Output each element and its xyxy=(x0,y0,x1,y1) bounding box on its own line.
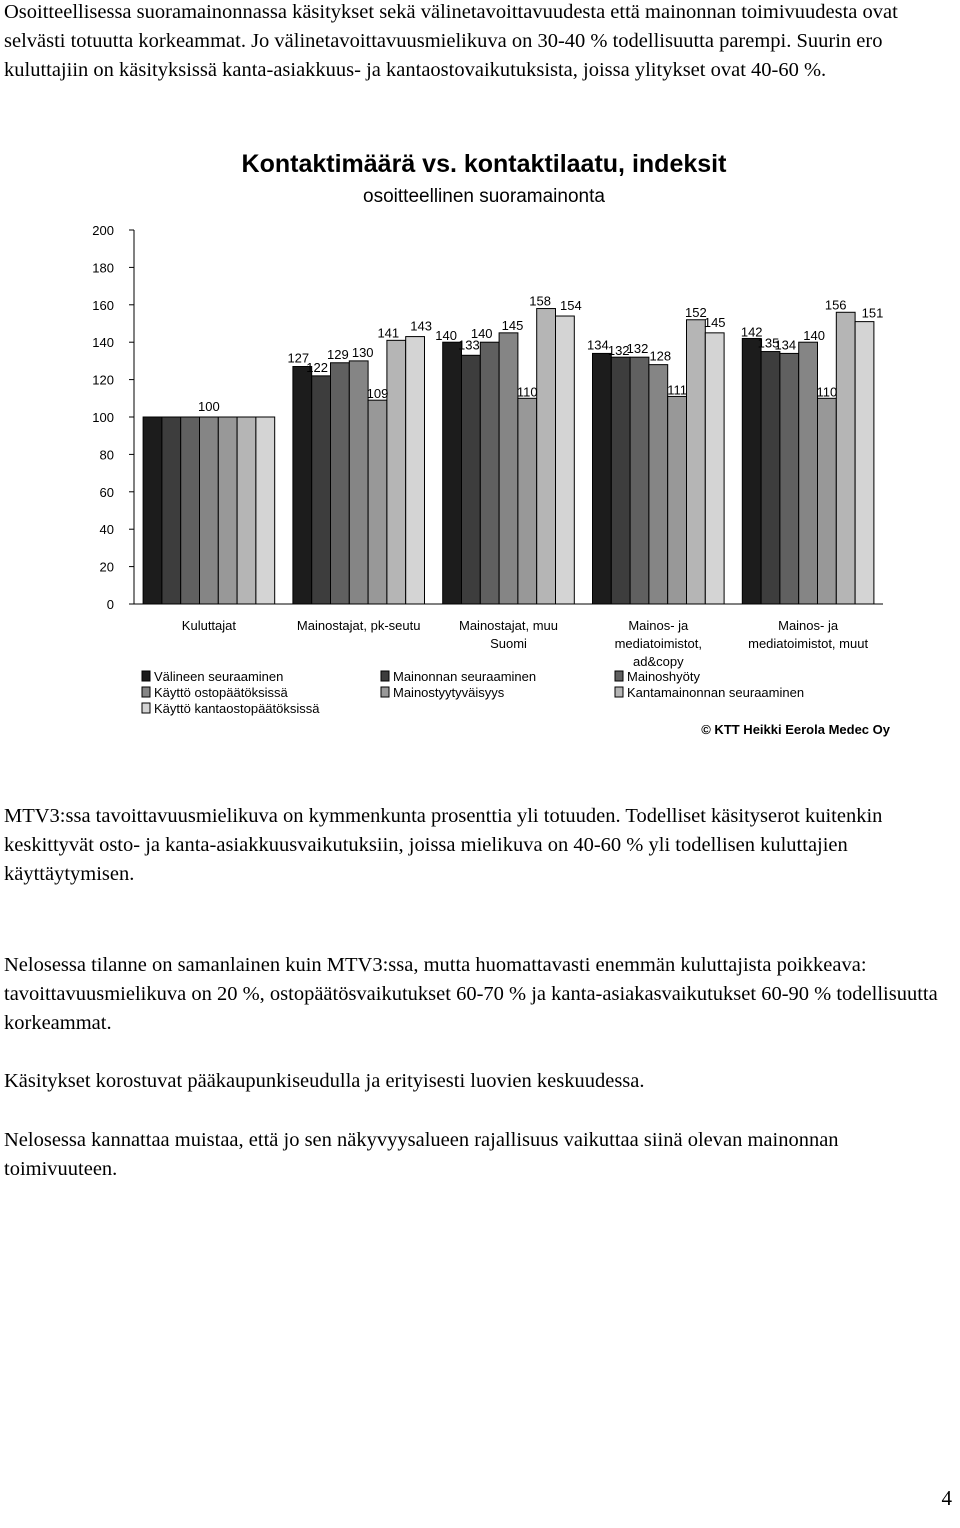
bar xyxy=(761,352,780,604)
legend-swatch xyxy=(615,671,623,681)
data-label: 110 xyxy=(816,384,838,400)
bar xyxy=(368,400,387,604)
data-label: 135 xyxy=(757,335,780,351)
y-tick-label: 60 xyxy=(99,484,114,500)
data-label: 128 xyxy=(649,348,672,364)
data-label: 129 xyxy=(327,346,349,362)
legend-label: Mainoshyöty xyxy=(627,669,700,684)
legend-label: Mainonnan seuraaminen xyxy=(393,669,537,684)
legend-label: Käyttö kantaostopäätöksissä xyxy=(154,701,320,716)
bar-chart xyxy=(0,0,960,760)
data-label: 140 xyxy=(470,326,493,342)
y-tick-label: 200 xyxy=(92,223,114,238)
paragraph-nakyvyys: Nelosessa kannattaa muistaa, että jo sen näkyvyysalueen rajallisuus vaikuttaa siinä olevan mainonnan toimivuuteen. xyxy=(4,1129,839,1180)
legend-label: Välineen seuraaminen xyxy=(154,669,284,684)
legend-swatch xyxy=(142,703,150,713)
bar xyxy=(162,417,181,604)
legend-swatch xyxy=(142,671,150,681)
bar xyxy=(556,316,575,604)
bar xyxy=(780,353,799,604)
bar xyxy=(537,309,556,604)
bar xyxy=(518,398,537,604)
bar xyxy=(181,417,200,604)
bar xyxy=(836,312,855,604)
y-tick-label: 100 xyxy=(92,410,114,425)
legend-swatch xyxy=(381,687,389,697)
page-number: 4 xyxy=(941,1486,952,1510)
data-label: 109 xyxy=(366,386,389,402)
bar xyxy=(630,357,649,604)
category-label: Kuluttajat xyxy=(181,618,237,633)
chart-subtitle: osoitteellinen suoramainonta xyxy=(363,186,605,207)
category-label: Mainostajat, pk-seutu xyxy=(296,618,421,633)
bar xyxy=(593,353,612,604)
bar xyxy=(331,363,350,604)
bar xyxy=(818,398,837,604)
bar xyxy=(499,333,518,604)
legend-swatch xyxy=(142,687,150,697)
bar xyxy=(855,322,874,604)
data-label: 111 xyxy=(667,382,687,398)
bar xyxy=(443,342,462,604)
bar xyxy=(406,337,425,604)
data-label: 143 xyxy=(410,318,432,334)
y-tick-label: 140 xyxy=(92,335,114,351)
bar xyxy=(649,365,668,604)
legend-label: Mainostyytyväisyys xyxy=(393,685,505,700)
data-label: 151 xyxy=(861,305,884,321)
y-tick-label: 40 xyxy=(99,522,114,538)
bar xyxy=(668,396,687,604)
bar xyxy=(256,417,275,604)
copyright-text: © KTT Heikki Eerola Medec Oy xyxy=(701,722,890,737)
legend-swatch xyxy=(381,671,389,681)
y-tick-label: 180 xyxy=(92,260,114,276)
data-label: 133 xyxy=(458,337,480,353)
bar xyxy=(293,367,312,604)
bar xyxy=(611,357,630,604)
data-label: 145 xyxy=(501,317,524,333)
data-label: 122 xyxy=(306,359,328,375)
data-label: 140 xyxy=(803,328,825,344)
data-label: 134 xyxy=(587,337,609,353)
y-tick-label: 120 xyxy=(92,372,114,388)
category-label: Mainostajat, muu Suomi xyxy=(459,618,558,651)
bar xyxy=(705,333,724,604)
data-label: 154 xyxy=(560,298,582,314)
data-label: 134 xyxy=(774,337,797,353)
paragraph-nelonen: Nelosessa tilanne on samanlainen kuin MTV3:ssa, mutta huomattavasti enemmän kuluttajista poikkeava: tavoittavuusmielikuva on 20 %, ostopäätösvaikutukset 60-70 % ja kanta-asiakasvaikutukset 60-90 % todellisuutta korkeammat. xyxy=(4,954,938,1034)
bar xyxy=(312,376,331,604)
bar xyxy=(480,342,499,604)
legend-swatch xyxy=(615,687,623,697)
bar xyxy=(387,340,406,604)
data-label: 158 xyxy=(529,293,551,309)
data-label: 141 xyxy=(377,325,400,341)
data-label: 152 xyxy=(685,304,707,320)
data-label: 130 xyxy=(351,344,374,360)
y-tick-label: 80 xyxy=(99,447,114,463)
data-label: 132 xyxy=(607,343,630,359)
data-label: 127 xyxy=(287,350,310,366)
bar xyxy=(799,342,818,604)
bar xyxy=(218,417,237,604)
bar xyxy=(237,417,256,604)
data-label: 132 xyxy=(626,341,649,357)
y-tick-label: 160 xyxy=(92,297,114,313)
data-label: 140 xyxy=(435,328,457,344)
bar xyxy=(349,361,368,604)
y-tick-label: 0 xyxy=(106,597,114,612)
category-label: Mainos- ja mediatoimistot, ad&copy xyxy=(614,618,703,669)
data-label: 110 xyxy=(516,384,538,400)
data-label: 142 xyxy=(740,324,763,340)
category-label: Mainos- ja mediatoimistot, muut xyxy=(748,618,869,651)
y-tick-label: 20 xyxy=(99,559,114,575)
bar xyxy=(687,320,706,604)
data-label: 100 xyxy=(198,399,220,414)
bar xyxy=(742,338,761,604)
chart-title: Kontaktimäärä vs. kontaktilaatu, indeksit xyxy=(241,150,727,178)
legend-label: Käyttö ostopäätöksissä xyxy=(154,685,288,700)
legend-label: Kantamainonnan seuraaminen xyxy=(627,685,805,700)
bar xyxy=(462,355,481,604)
bar xyxy=(200,417,219,604)
data-label: 145 xyxy=(703,314,726,330)
bar xyxy=(143,417,162,604)
paragraph-kasitykset: Käsitykset korostuvat pääkaupunkiseudulla ja erityisesti luovien keskuudessa. xyxy=(4,1070,645,1092)
intro-paragraph: Osoitteellisessa suoramainonnassa käsitykset sekä välinetavoittavuudesta että mainonnan toimivuudesta ovat selvästi totuutta korkeammat. Jo välinetavoittavuusmielikuva on 30-40 % todellisuutta parempi. Suurin ero kuluttajiin on käsityksissä kanta-asiakkuus- ja kantaostovaikutuksista, joissa ylitykset ovat 40-60 %. xyxy=(4,1,898,81)
paragraph-mtv3: MTV3:ssa tavoittavuusmielikuva on kymmenkunta prosenttia yli totuuden. Todelliset käsityserot kuitenkin keskittyvät osto- ja kanta-asiakkuusvaikutuksiin, joissa mielikuva on 40-60 % yli todellisen kuluttajien käyttäytymisen. xyxy=(4,805,883,885)
data-label: 156 xyxy=(824,297,847,313)
